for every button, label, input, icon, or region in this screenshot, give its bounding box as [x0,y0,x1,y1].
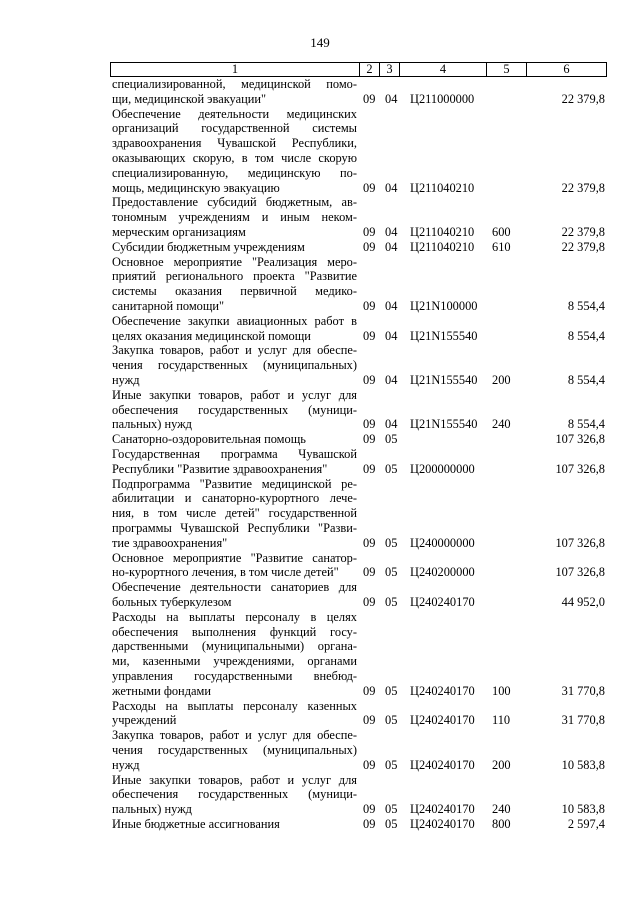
row-description [112,388,357,432]
description-line: оказывающих скорую, в том числе скорую [112,150,357,165]
description-line: дарственными (муниципальными) органа- [112,639,357,654]
subsection-code: 05 [385,683,398,698]
target-article-code: Ц21N155540 [410,372,478,387]
amount: 22 379,8 [561,91,605,106]
description-line: Закупка товаров, работ и услуг для обеспе- [112,343,357,358]
description-line: чения государственных (муниципальных) [112,358,357,373]
target-article-code: Ц211040210 [410,239,475,254]
subsection-code: 05 [385,594,398,609]
subsection-code: 05 [385,461,398,476]
description-line: Иные бюджетные ассигнования [112,817,280,831]
section-code: 09 [363,565,376,580]
amount: 107 326,8 [555,432,605,447]
amount: 8 554,4 [567,417,605,432]
table-row [0,477,640,551]
expense-type-code: 240 [492,417,511,432]
description-line: нужд [112,757,140,772]
subsection-code: 05 [385,432,398,447]
expense-type-code: 200 [492,757,511,772]
target-article-code: Ц240240170 [410,594,475,609]
row-description [112,432,357,447]
description-line: Республики "Развитие здравоохранения" [112,461,328,476]
description-line: здравоохранения Чувашской Республики, [112,136,357,151]
amount: 22 379,8 [561,224,605,239]
row-description [112,728,357,772]
header-col-4: 4 [439,62,447,76]
expense-type-code: 800 [492,817,511,831]
description-line: целях оказания медицинской помощи [112,328,311,343]
table-row [0,107,640,196]
table-row [0,240,640,255]
description-line: Обеспечение деятельности медицинских [112,106,357,121]
row-description [112,447,357,477]
description-line: обеспечения выполнения функций госу- [112,624,357,639]
subsection-code: 04 [385,180,398,195]
header-col-1: 1 [231,62,239,76]
description-line: организаций государственной системы [112,121,357,136]
subsection-code: 05 [385,757,398,772]
section-code: 09 [363,432,376,447]
section-code: 09 [363,224,376,239]
expense-type-code: 240 [492,802,511,817]
table-row [0,432,640,447]
description-line: мощь, медицинскую эвакуацию [112,180,280,195]
row-description [112,580,357,610]
target-article-code: Ц211040210 [410,180,475,195]
target-article-code: Ц211040210 [410,224,475,239]
description-line: Основное мероприятие "Реализация меро- [112,254,357,269]
section-code: 09 [363,239,376,254]
description-line: обеспечения государственных (муници- [112,402,357,417]
expense-type-code: 110 [492,713,511,728]
amount: 10 583,8 [561,802,605,817]
expense-type-code: 200 [492,372,511,387]
description-line: приятий регионального проекта "Развитие [112,269,357,284]
header-col-6: 6 [563,62,570,76]
subsection-code: 05 [385,802,398,817]
target-article-code: Ц240000000 [410,535,475,550]
description-line: но-курортного лечения, в том числе детей" [112,565,339,580]
header-col-2: 2 [366,62,373,76]
amount: 8 554,4 [567,328,605,343]
target-article-code: Ц240240170 [410,802,475,817]
description-line: системы оказания первичной медико- [112,284,357,299]
target-article-code: Ц21N155540 [410,417,478,432]
section-code: 09 [363,91,376,106]
description-line: Санаторно-оздоровительная помощь [112,432,306,447]
subsection-code: 05 [385,713,398,728]
table-row [0,255,640,314]
description-line: Обеспечение деятельности санаториев для [112,580,357,595]
subsection-code: 04 [385,224,398,239]
description-line: санитарной помощи" [112,298,225,313]
section-code: 09 [363,683,376,698]
subsection-code: 04 [385,91,398,106]
row-description [112,551,357,581]
header-col-5: 5 [503,62,510,76]
description-line: обеспечения государственных (муници- [112,787,357,802]
amount: 44 952,0 [561,594,605,609]
subsection-code: 04 [385,372,398,387]
description-line: тие здравоохранения" [112,535,228,550]
description-line: ми, казенными учреждениями, органами [112,654,357,669]
description-line: пальных) нужд [112,802,192,817]
description-line: специализированной, медицинской помо- [112,77,357,91]
section-code: 09 [363,594,376,609]
table-row [0,551,640,581]
subsection-code: 04 [385,328,398,343]
description-line: щи, медицинской эвакуации" [112,91,267,106]
table-row [0,388,640,432]
section-code: 09 [363,817,376,831]
description-line: специализированную, медицинскую по- [112,165,357,180]
description-line: Расходы на выплаты персоналу казенных [112,698,357,713]
header-divider [606,62,607,76]
page-number: 149 [310,35,330,50]
description-line: больных туберкулезом [112,594,232,609]
section-code: 09 [363,417,376,432]
table-row [0,728,640,772]
row-description [112,773,357,817]
table-row [0,773,640,817]
table-row [0,817,640,832]
amount: 8 554,4 [567,372,605,387]
expense-type-code: 610 [492,239,511,254]
section-code: 09 [363,535,376,550]
description-line: мерческим организациям [112,224,246,239]
table-row [0,699,640,729]
amount: 107 326,8 [555,565,605,580]
expense-type-code: 100 [492,683,511,698]
row-description [112,240,357,255]
subsection-code: 04 [385,239,398,254]
amount: 107 326,8 [555,535,605,550]
description-line: Субсидии бюджетным учреждениям [112,239,305,254]
description-line: пальных) нужд [112,417,192,432]
description-line: чения государственных (муниципальных) [112,742,357,757]
row-description [112,195,357,239]
row-description [112,610,357,699]
target-article-code: Ц200000000 [410,461,475,476]
row-description [112,255,357,314]
subsection-code: 05 [385,817,398,831]
description-line: Подпрограмма "Развитие медицинской ре- [112,476,357,491]
amount: 8 554,4 [567,298,605,313]
row-description [112,107,357,196]
subsection-code: 05 [385,565,398,580]
target-article-code: Ц240240170 [410,817,475,831]
table-row [0,610,640,699]
subsection-code: 05 [385,535,398,550]
section-code: 09 [363,372,376,387]
row-description [112,343,357,387]
expense-type-code: 600 [492,224,511,239]
section-code: 09 [363,298,376,313]
section-code: 09 [363,461,376,476]
header-col-3: 3 [386,62,393,76]
table-row [0,77,640,107]
description-line: управления государственными внебюд- [112,668,357,683]
description-line: учреждений [112,713,177,728]
description-line: Государственная программа Чувашской [112,447,357,461]
description-line: Закупка товаров, работ и услуг для обеспе- [112,728,357,743]
row-description [112,699,357,729]
target-article-code: Ц240240170 [410,683,475,698]
target-article-code: Ц21N155540 [410,328,478,343]
target-article-code: Ц21N100000 [410,298,478,313]
description-line: Предоставление субсидий бюджетным, ав- [112,195,357,210]
target-article-code: Ц240200000 [410,565,475,580]
section-code: 09 [363,757,376,772]
description-line: Иные закупки товаров, работ и услуг для [112,387,357,402]
description-line: Основное мероприятие "Развитие санатор- [112,550,357,565]
subsection-code: 04 [385,298,398,313]
table-row [0,314,640,344]
subsection-code: 04 [385,417,398,432]
amount: 107 326,8 [555,461,605,476]
target-article-code: Ц240240170 [410,713,475,728]
description-line: нужд [112,372,140,387]
amount: 31 770,8 [561,683,605,698]
table-row [0,195,640,239]
table-row [0,343,640,387]
amount: 22 379,8 [561,239,605,254]
table-row [0,580,640,610]
description-line: программы Чувашской Республики "Разви- [112,520,357,535]
section-code: 09 [363,328,376,343]
description-line: абилитации и санаторно-курортного лече- [112,491,357,506]
description-line: Расходы на выплаты персоналу в целях [112,609,357,624]
description-line: Обеспечение закупки авиационных работ в [112,313,357,328]
amount: 31 770,8 [561,713,605,728]
description-line: жетными фондами [112,683,211,698]
description-line: тономным учреждениям и иным неком- [112,210,357,225]
description-line: ния, в том числе детей" государственной [112,506,357,521]
section-code: 09 [363,180,376,195]
amount: 22 379,8 [561,180,605,195]
row-description [112,477,357,551]
table-row [0,447,640,477]
row-description [112,817,357,832]
amount: 2 597,4 [567,817,605,831]
description-line: Иные закупки товаров, работ и услуг для [112,772,357,787]
amount: 10 583,8 [561,757,605,772]
row-description [112,77,357,107]
target-article-code: Ц240240170 [410,757,475,772]
target-article-code: Ц211000000 [410,91,475,106]
section-code: 09 [363,713,376,728]
row-description [112,314,357,344]
section-code: 09 [363,802,376,817]
